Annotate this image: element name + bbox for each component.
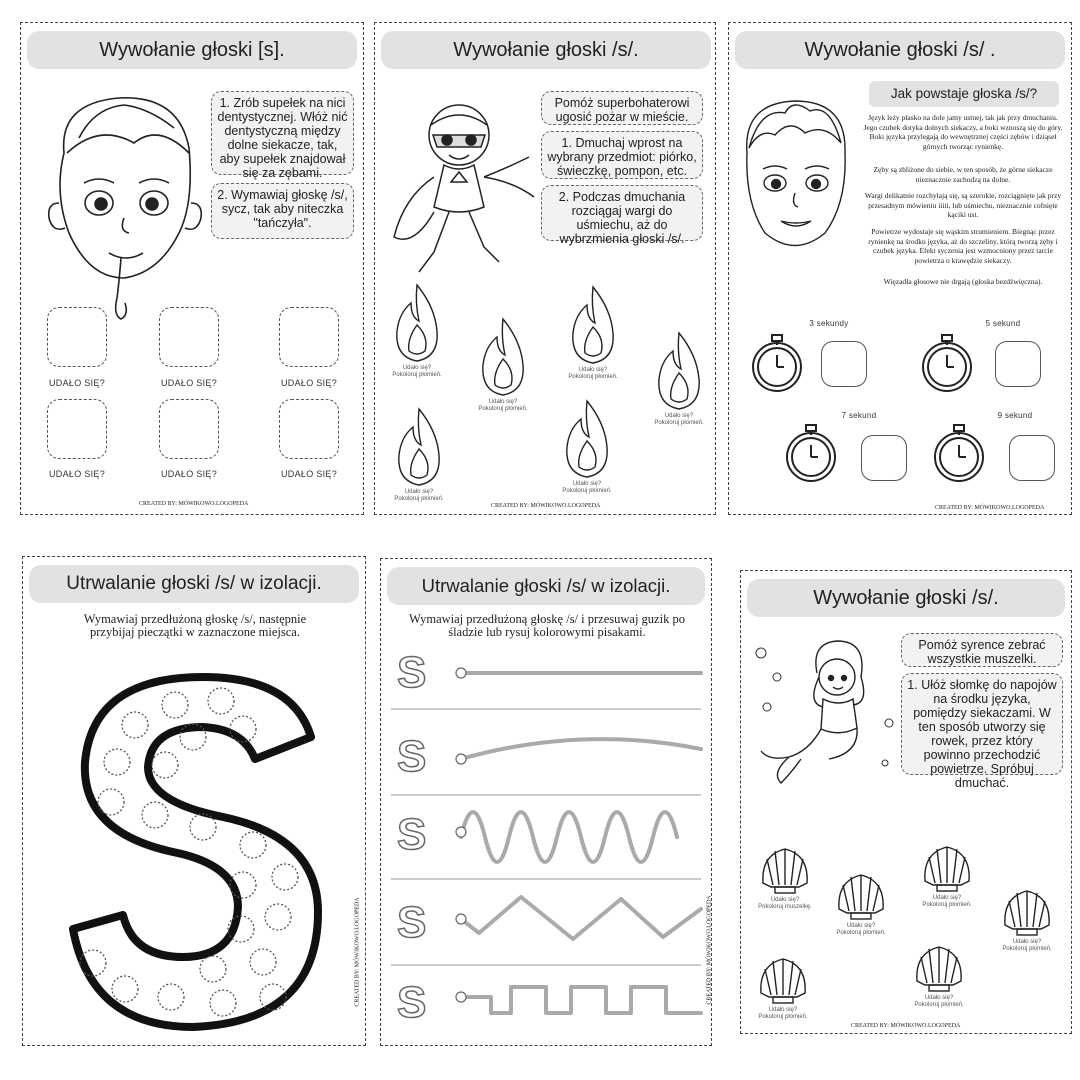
credit: CREATED BY: MÓWIKOWO.LOGOPEDA (139, 501, 249, 507)
timer-label: 3 sekundy (809, 319, 849, 328)
flame-caption: Udało się? Pokoloruj płomień. (654, 413, 704, 426)
flame-caption: Udało się? Pokoloruj płomień. (394, 489, 444, 502)
check-label: UDAŁO SIĘ? (160, 469, 218, 479)
timer-label: 5 sekund (985, 319, 1021, 328)
superhero-illustration (389, 87, 539, 287)
card-4-instruction: Wymawiaj przedłużoną głoskę /s/, następnie przybijaj pieczątki w zaznaczone miejsca. (83, 612, 307, 639)
shell-caption: Udało się? Pokoloruj płomień. (914, 995, 964, 1008)
mermaid-illustration (749, 633, 899, 793)
check-label: UDAŁO SIĘ? (48, 378, 106, 388)
card-2-title: Wywołanie głoski /s/. (381, 31, 711, 69)
card-2-intro: Pomóż superbohaterowi ugosić pożar w mieście. (541, 91, 703, 125)
card-2-step-1: 1. Dmuchaj wprost na wybrany przedmiot: piórko, świeczkę, pompon, etc. (541, 131, 703, 179)
timer-label: 7 sekund (841, 411, 877, 420)
flame-caption: Udało się? Pokoloruj płomień. (562, 481, 612, 494)
trace-letter: S (397, 810, 427, 859)
flame-icon (565, 283, 621, 365)
trace-letter: S (397, 648, 427, 697)
flame-icon (651, 329, 707, 411)
check-box[interactable] (279, 399, 339, 459)
card-6 (740, 570, 1072, 1034)
stopwatch-icon (929, 421, 989, 485)
letter-s-stamp-template (63, 667, 333, 1037)
check-box[interactable] (47, 399, 107, 459)
check-label: UDAŁO SIĘ? (160, 378, 218, 388)
flame-icon (559, 397, 615, 479)
card-3-paragraph-4: Powietrze wydostaje się wąskim strumieniem. Biegnąc przez rynienkę na środku języka, aż do szczeliny, którą tworzą zęby i czubek języka. Efekt syczenia jest wzmocniony przez tarcie powietrza o krawędzie siekaczy. (868, 227, 1058, 265)
shell-caption: Udało się? Pokoloruj płomień. (836, 923, 886, 936)
shell-caption: Udało się? Pokoloruj płomień. (758, 1007, 808, 1020)
stopwatch-icon (781, 421, 841, 485)
card-1-step-1: 1. Zrób supełek na nici dentystycznej. Włóż nić dentystyczną między dolne siekacze, tak, aby supełek znajdował się za zębami. (211, 91, 354, 175)
card-6-step-1: 1. Ułóż słomkę do napojów na środku języka, pomiędzy siekaczami. W ten sposób utworzy się rowek, przez który powinno przechodzić powietrze. Spróbuj dmuchać. (901, 673, 1063, 775)
flame-caption: Udało się? Pokoloruj płomień. (568, 367, 618, 380)
shell-caption: Udało się? Pokoloruj płomień. (922, 895, 972, 908)
shell-icon (919, 843, 975, 893)
card-1-step-2: 2. Wymawiaj głoskę /s/, sycz, tak aby niteczka "tańczyła". (211, 183, 354, 239)
card-4 (22, 556, 366, 1046)
check-label: UDAŁO SIĘ? (48, 469, 106, 479)
card-4-title: Utrwalanie głoski /s/ w izolacji. (29, 565, 359, 603)
flame-icon (391, 405, 447, 487)
shell-icon (911, 943, 967, 993)
trace-letter: S (397, 732, 427, 781)
trace-letter: S (397, 898, 427, 947)
check-box[interactable] (279, 307, 339, 367)
trace-letter: S (397, 978, 427, 1027)
card-5-title: Utrwalanie głoski /s/ w izolacji. (387, 567, 705, 605)
card-3-paragraph-5: Więzadła głosowe nie drgają (głoska bezdźwięczna). (883, 277, 1043, 286)
check-box[interactable] (159, 307, 219, 367)
tracing-paths (381, 647, 713, 1047)
card-3-paragraph-3: Wargi delikatnie rozchylają się, są szerokie, rozciągnięte jak przy przesadnym mówieniu iiiii, lub uśmiechu, nieznacznie cofnięte kąciki ust. (864, 191, 1062, 219)
credit: CREATED BY: MÓWIKOWO.LOGOPEDA (706, 895, 713, 1005)
flame-caption: Udało się? Pokoloruj płomień. (392, 365, 442, 378)
card-5 (380, 558, 712, 1046)
credit: CREATED BY: MÓWIKOWO.LOGOPEDA (354, 897, 361, 1007)
credit: CREATED BY: MÓWIKOWO.LOGOPEDA (491, 503, 601, 509)
shell-icon (833, 871, 889, 921)
flame-caption: Udało się? Pokoloruj płomień. (478, 399, 528, 412)
card-3-paragraph-2: Zęby są zbliżone do siebie, w ten sposób, że górne siekacze nieznacznie zachodzą na dolne. (873, 165, 1053, 184)
stopwatch-icon (917, 331, 977, 395)
shell-caption: Udało się? Pokoloruj muszelkę. (758, 897, 812, 910)
card-3-paragraph-1: Język leży płasko na dole jamy ustnej, tak jak przy dmuchaniu. Jego czubek dotyka dolnych siekaczy, a boki wznoszą się do góry. Boki języka przylegają do wewnętrznej części zębów i dziąseł górnych tworząc rynienkę. (863, 113, 1063, 151)
boy-face-illustration (39, 83, 209, 323)
timer-check-box[interactable] (1009, 435, 1055, 481)
card-5-instruction: Wymawiaj przedłużoną głoskę /s/ i przesuwaj guzik po śladzie lub rysuj kolorowymi pisakami. (409, 612, 685, 639)
card-6-intro: Pomóż syrence zebrać wszystkie muszelki. (901, 633, 1063, 667)
shell-icon (999, 887, 1055, 937)
card-2 (374, 22, 716, 515)
card-2-step-2: 2. Podczas dmuchania rozciągaj wargi do uśmiechu, aż do wybrzmienia głoski /s/. (541, 185, 703, 241)
boy-portrait-illustration (735, 93, 855, 263)
check-box[interactable] (159, 399, 219, 459)
card-3-subtitle: Jak powstaje głoska /s/? (869, 81, 1059, 107)
shell-caption: Udało się? Pokoloruj płomień. (1002, 939, 1052, 952)
timer-label: 9 sekund (997, 411, 1033, 420)
flame-icon (475, 315, 531, 397)
credit: CREATED BY: MÓWIKOWO.LOGOPEDA (935, 505, 1045, 511)
check-label: UDAŁO SIĘ? (280, 378, 338, 388)
flame-icon (389, 281, 445, 363)
card-1 (20, 22, 364, 515)
card-3 (728, 22, 1072, 515)
check-box[interactable] (47, 307, 107, 367)
stopwatch-icon (747, 331, 807, 395)
shell-icon (757, 845, 813, 895)
timer-check-box[interactable] (821, 341, 867, 387)
timer-check-box[interactable] (995, 341, 1041, 387)
check-label: UDAŁO SIĘ? (280, 469, 338, 479)
shell-icon (755, 955, 811, 1005)
card-1-title: Wywołanie głoski [s]. (27, 31, 357, 69)
card-6-title: Wywołanie głoski /s/. (747, 579, 1065, 617)
credit: CREATED BY: MÓWIKOWO.LOGOPEDA (851, 1023, 961, 1029)
card-3-title: Wywołanie głoski /s/ . (735, 31, 1065, 69)
timer-check-box[interactable] (861, 435, 907, 481)
